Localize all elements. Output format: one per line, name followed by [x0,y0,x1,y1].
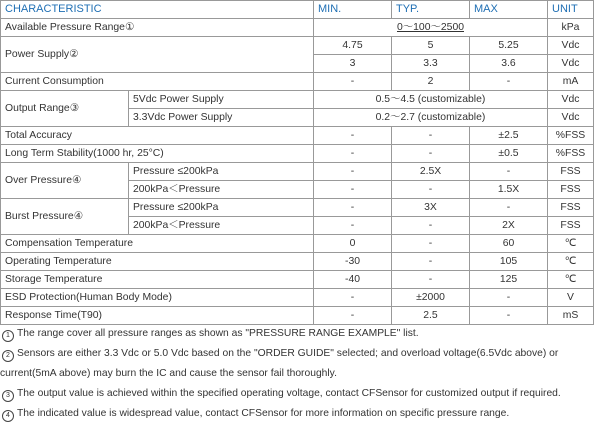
table-row [1,37,594,55]
cell-max: 60 [470,235,548,253]
row-label: Long Term Stability(1000 hr, 25°C) [1,145,314,163]
cell-typ: 5 [392,37,470,55]
cell-max: - [470,163,548,181]
output-range-value: 0.2～2.7 (customizable) [314,109,548,127]
cell-typ: 3X [392,199,470,217]
header-typ: TYP. [392,1,470,19]
row-label: ESD Protection(Human Body Mode) [1,289,314,307]
footnote-marker: 4 [2,410,14,422]
row-unit: %FSS [548,127,594,145]
cell-max: ±2.5 [470,127,548,145]
footnote-text: The indicated value is widespread value, contact CFSensor for more information on specific pressure range. [17,408,510,419]
cell-typ: - [392,181,470,199]
cell-min: 4.75 [314,37,392,55]
header-unit: UNIT [548,1,594,19]
cell-typ: 2.5X [392,163,470,181]
table-row [1,235,594,253]
cell-typ: - [392,145,470,163]
row-label: Output Range③ [1,91,129,127]
footnote-2-continued [0,364,600,384]
footnote-3 [0,384,600,404]
footnotes [0,324,600,424]
row-label: Operating Temperature [1,253,314,271]
row-label: Response Time(T90) [1,307,314,325]
cell-min: - [314,307,392,325]
row-unit: Vdc [548,109,594,127]
range-value: 0～100～2500 [314,19,548,37]
row-unit: V [548,289,594,307]
footnote-text: current(5mA above) may burn the IC and cause the sensor fail thoroughly. [0,368,337,379]
row-unit: ℃ [548,253,594,271]
cell-min: - [314,217,392,235]
footnote-1 [0,324,600,344]
cell-max: 3.6 [470,55,548,73]
table-header-row [1,1,594,19]
table-row [1,127,594,145]
footnote-4 [0,404,600,424]
cell-typ: 2.5 [392,307,470,325]
row-sublabel: Pressure ≤200kPa [129,163,314,181]
footnote-text: The output value is achieved within the specified operating voltage, contact CFSensor for customized output if required. [17,388,561,399]
cell-typ: 3.3 [392,55,470,73]
cell-min: 0 [314,235,392,253]
cell-min: -30 [314,253,392,271]
row-unit: Vdc [548,91,594,109]
footnote-marker: 3 [2,390,14,402]
footnote-text: The range cover all pressure ranges as shown as "PRESSURE RANGE EXAMPLE" list. [17,328,419,339]
row-unit: Vdc [548,55,594,73]
cell-max: ±0.5 [470,145,548,163]
cell-typ: - [392,235,470,253]
cell-max: - [470,199,548,217]
footnote-marker: 2 [2,350,14,362]
table-row [1,307,594,325]
cell-max: 125 [470,271,548,289]
cell-min: - [314,127,392,145]
cell-max: - [470,73,548,91]
row-unit: FSS [548,199,594,217]
row-label: Available Pressure Range① [1,19,314,37]
header-min: MIN. [314,1,392,19]
cell-min: - [314,289,392,307]
table-row [1,271,594,289]
row-unit: FSS [548,163,594,181]
cell-typ: - [392,127,470,145]
row-unit: kPa [548,19,594,37]
row-label: Storage Temperature [1,271,314,289]
table-row [1,145,594,163]
cell-min: 3 [314,55,392,73]
row-sublabel: 200kPa＜Pressure [129,181,314,199]
cell-min: - [314,145,392,163]
table-row [1,253,594,271]
footnote-marker: 1 [2,330,14,342]
row-label: Power Supply② [1,37,314,73]
cell-typ: - [392,217,470,235]
row-unit: mS [548,307,594,325]
cell-min: - [314,163,392,181]
row-sublabel: 5Vdc Power Supply [129,91,314,109]
row-label: Burst Pressure④ [1,199,129,235]
row-sublabel: 3.3Vdc Power Supply [129,109,314,127]
table-row [1,199,594,217]
cell-min: - [314,73,392,91]
cell-min: -40 [314,271,392,289]
row-unit: ℃ [548,235,594,253]
footnote-2 [0,344,600,364]
row-unit: ℃ [548,271,594,289]
row-sublabel: Pressure ≤200kPa [129,199,314,217]
header-max: MAX [470,1,548,19]
cell-typ: 2 [392,73,470,91]
table-row [1,91,594,109]
cell-max: 1.5X [470,181,548,199]
row-unit: %FSS [548,145,594,163]
row-label: Compensation Temperature [1,235,314,253]
row-unit: mA [548,73,594,91]
cell-min: - [314,181,392,199]
output-range-value: 0.5～4.5 (customizable) [314,91,548,109]
cell-max: - [470,307,548,325]
row-unit: FSS [548,217,594,235]
header-characteristic: CHARACTERISTIC [1,1,314,19]
row-label: Total Accuracy [1,127,314,145]
table-row [1,73,594,91]
footnote-text: Sensors are either 3.3 Vdc or 5.0 Vdc based on the "ORDER GUIDE" selected; and overload voltage(6.5Vdc above) or [17,348,559,359]
cell-max: 105 [470,253,548,271]
row-label: Over Pressure④ [1,163,129,199]
table-row [1,163,594,181]
row-unit: FSS [548,181,594,199]
cell-max: 2X [470,217,548,235]
row-sublabel: 200kPa＜Pressure [129,217,314,235]
cell-min: - [314,199,392,217]
row-label: Current Consumption [1,73,314,91]
cell-typ: ±2000 [392,289,470,307]
cell-typ: - [392,253,470,271]
cell-typ: - [392,271,470,289]
row-unit: Vdc [548,37,594,55]
table-row [1,289,594,307]
cell-max: 5.25 [470,37,548,55]
cell-max: - [470,289,548,307]
table-row [1,19,594,37]
